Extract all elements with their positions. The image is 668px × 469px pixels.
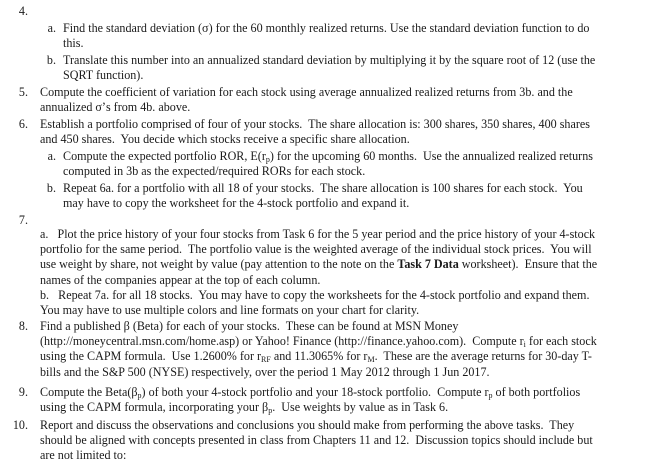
sub-item-letter: a. [47, 149, 56, 163]
text-line: You may have to use multiple colors and line formats on your chart for clarity. [40, 303, 420, 317]
text-line: portfolio for the same period. The portfolio value is the weighted average of the individual stock prices. You will [40, 242, 592, 257]
text-line: Translate this number into an annualized standard deviation by multiplying it by the square root of 12 (use the [63, 53, 596, 67]
text-line: names of the companies appear at the top of each column. [40, 272, 321, 287]
item-number: 10. [12, 418, 28, 432]
item-number: 7. [18, 213, 28, 227]
text-line: use weight by share, not weight by value (pay attention to the note on the Task 7 Data worksheet). Ensure that the [40, 257, 598, 272]
text-line: a. Plot the price history of your four stocks from Task 6 for the 5 year period and the price history of your 4-stock [40, 227, 596, 241]
sub-item-letter: b. [46, 181, 56, 195]
text-line: Repeat 6a. for a portfolio with all 18 of your stocks. The share allocation is 100 shares for each stock. You [63, 181, 583, 195]
text-line: computed in 3b as the expected/required RORs for each stock. [63, 164, 366, 179]
item-number: 9. [18, 385, 28, 399]
text-line: SQRT function). [63, 68, 144, 83]
sub-item-letter: b. [46, 53, 56, 67]
text-line: this. [63, 36, 84, 51]
text-line: Establish a portfolio comprised of four of your stocks. The share allocation is: 300 shares, 350 shares, 400 shares [40, 117, 590, 131]
text-line: Find the standard deviation (σ) for the 60 monthly realized returns. Use the standard deviation function to do [63, 21, 590, 35]
item-number: 8. [18, 319, 28, 333]
item-number: 6. [18, 117, 28, 131]
text-line: using the CAPM formula, incorporating your $\beta_p$. Use weights by value as in Task 6. [40, 400, 449, 416]
text-line: b. Repeat 7a. for all 18 stocks. You may have to copy the worksheets for the 4-stock portfolio and expand them. [40, 287, 590, 302]
sub-item-letter: a. [47, 21, 56, 35]
text-line: Find a published β (Beta) for each of your stocks. These can be found at MSN Money [40, 319, 459, 333]
text-line: may have to copy the worksheet for the 4-stock portfolio and expand it. [63, 196, 410, 211]
item-number: 5. [18, 85, 28, 99]
text-line: are not limited to: [40, 448, 127, 463]
text-line: using the CAPM formula. Use 1.2600% for $r_{RF}$ and 11.3065% for $r_M$. These are the average returns for 30-day T- [40, 349, 592, 365]
item-number: 4. [18, 4, 28, 18]
text-line: Compute the $Beta(\beta_p)$ of both your 4-stock portfolio and your 18-stock portfolio. Compute $r_p$ of both portfolios [40, 385, 581, 400]
text-line: Report and discuss the observations and conclusions you should make from performing the above tasks. They [40, 418, 575, 432]
text-line: and 450 shares. You decide which stocks receive a specific share allocation. [40, 132, 410, 147]
text-line: Compute the expected portfolio ROR, $E(r_p)$ for the upcoming 60 months. Use the annualized realized returns [63, 149, 593, 164]
text-line: bills and the S&P 500 (NYSE) respectively, over the period 1 May 2012 through 1 Jun 2017. [40, 364, 490, 379]
text-line: (http://moneycentral.msn.com/home.asp) or Yahoo! Finance (http://finance.yahoo.com). Compute $r_i$ for each stock [40, 334, 597, 350]
text-line: Compute the coefficient of variation for each stock using average annualized realized returns from 3b. and the [40, 85, 573, 99]
text-line: should be aligned with concepts presented in class from Chapters 11 and 12. Discussion topics should include but [40, 433, 593, 448]
text-line: annualized σ’s from 4b. above. [40, 100, 191, 115]
